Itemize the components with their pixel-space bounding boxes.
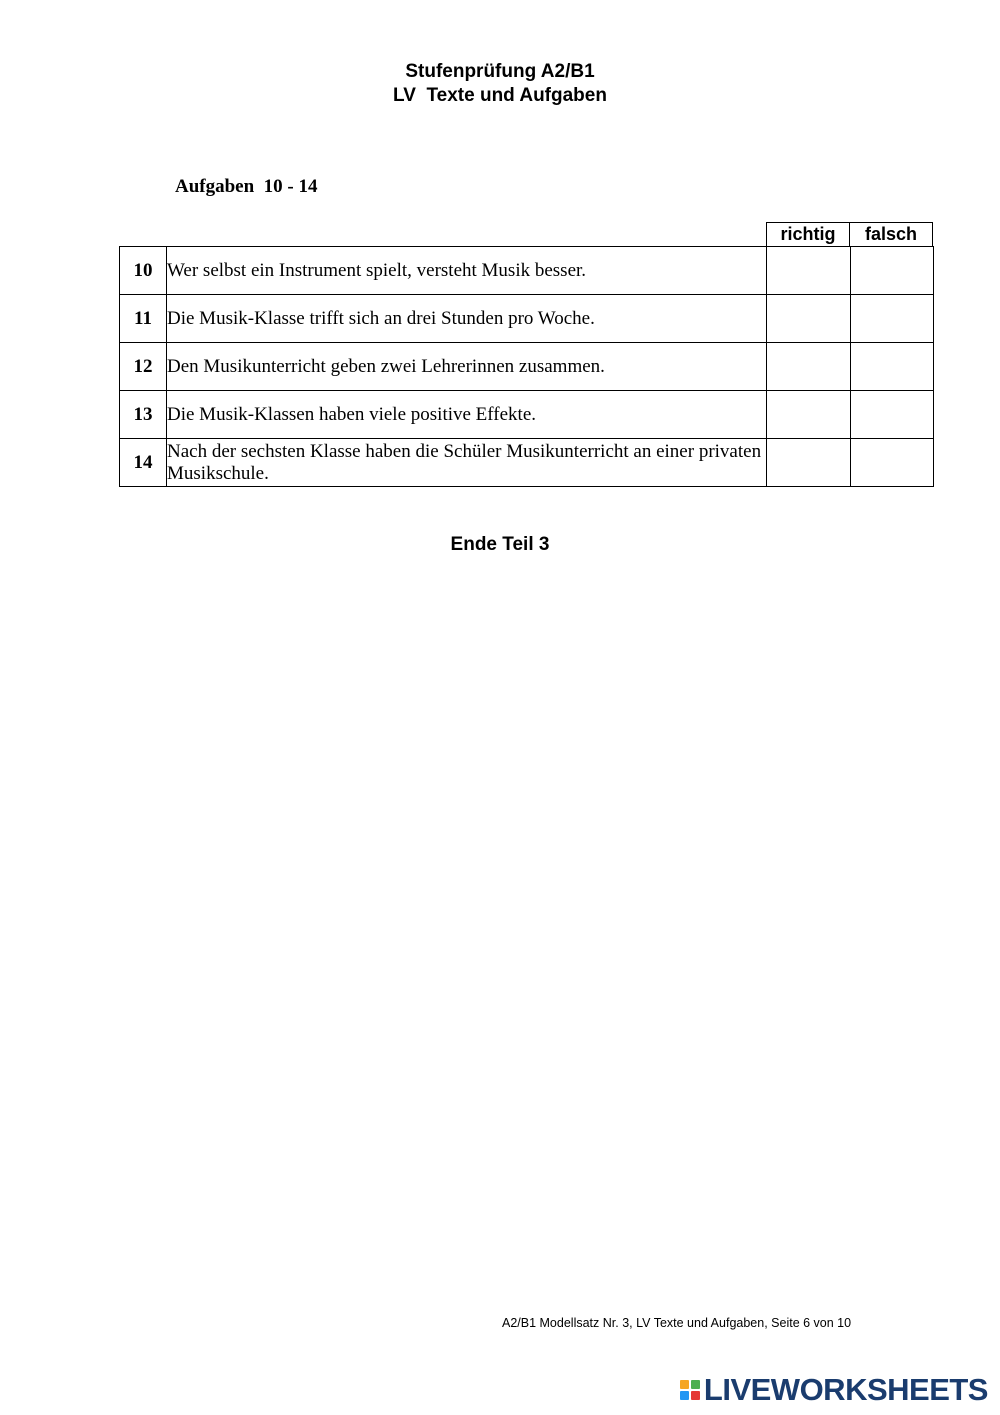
page-footer: A2/B1 Modellsatz Nr. 3, LV Texte und Aufgaben, Seite 6 von 10 [502, 1316, 852, 1330]
column-header-falsch: falsch [850, 222, 933, 246]
task-number: 11 [120, 295, 167, 343]
column-header-richtig: richtig [766, 222, 850, 246]
tasks-table [119, 246, 934, 487]
task-statement: Wer selbst ein Instrument spielt, versteht Musik besser. [167, 247, 767, 295]
task-number: 12 [120, 343, 167, 391]
answer-cell-richtig[interactable] [767, 391, 851, 439]
header-line-2: LV Texte und Aufgaben [393, 85, 607, 106]
header-line-1: Stufenprüfung A2/B1 [405, 61, 595, 82]
answer-cell-falsch[interactable] [851, 343, 934, 391]
liveworksheets-logo-icon [680, 1380, 700, 1400]
task-number: 14 [120, 439, 167, 487]
brand-text: LIVEWORKSHEETS [703, 1372, 988, 1407]
task-statement: Die Musik-Klasse trifft sich an drei Stunden pro Woche. [167, 295, 767, 343]
task-statement: Nach der sechsten Klasse haben die Schüler Musikunterricht an einer privaten Musikschule. [167, 439, 767, 487]
task-statement: Den Musikunterricht geben zwei Lehrerinnen zusammen. [167, 343, 767, 391]
answer-cell-falsch[interactable] [851, 439, 934, 487]
answer-column-headers [766, 222, 933, 246]
section-title: Aufgaben 10 - 14 [175, 176, 318, 197]
table-row [120, 391, 934, 439]
liveworksheets-brand [680, 1372, 988, 1408]
answer-cell-falsch[interactable] [851, 295, 934, 343]
task-number: 13 [120, 391, 167, 439]
document-header [0, 60, 1000, 108]
table-row [120, 343, 934, 391]
end-of-part-label: Ende Teil 3 [450, 534, 550, 555]
table-row [120, 295, 934, 343]
answer-cell-richtig[interactable] [767, 343, 851, 391]
answer-cell-falsch[interactable] [851, 247, 934, 295]
answer-cell-richtig[interactable] [767, 295, 851, 343]
answer-cell-richtig[interactable] [767, 439, 851, 487]
answer-cell-falsch[interactable] [851, 391, 934, 439]
table-row [120, 247, 934, 295]
table-row [120, 439, 934, 487]
task-statement: Die Musik-Klassen haben viele positive Effekte. [167, 391, 767, 439]
answer-cell-richtig[interactable] [767, 247, 851, 295]
task-number: 10 [120, 247, 167, 295]
